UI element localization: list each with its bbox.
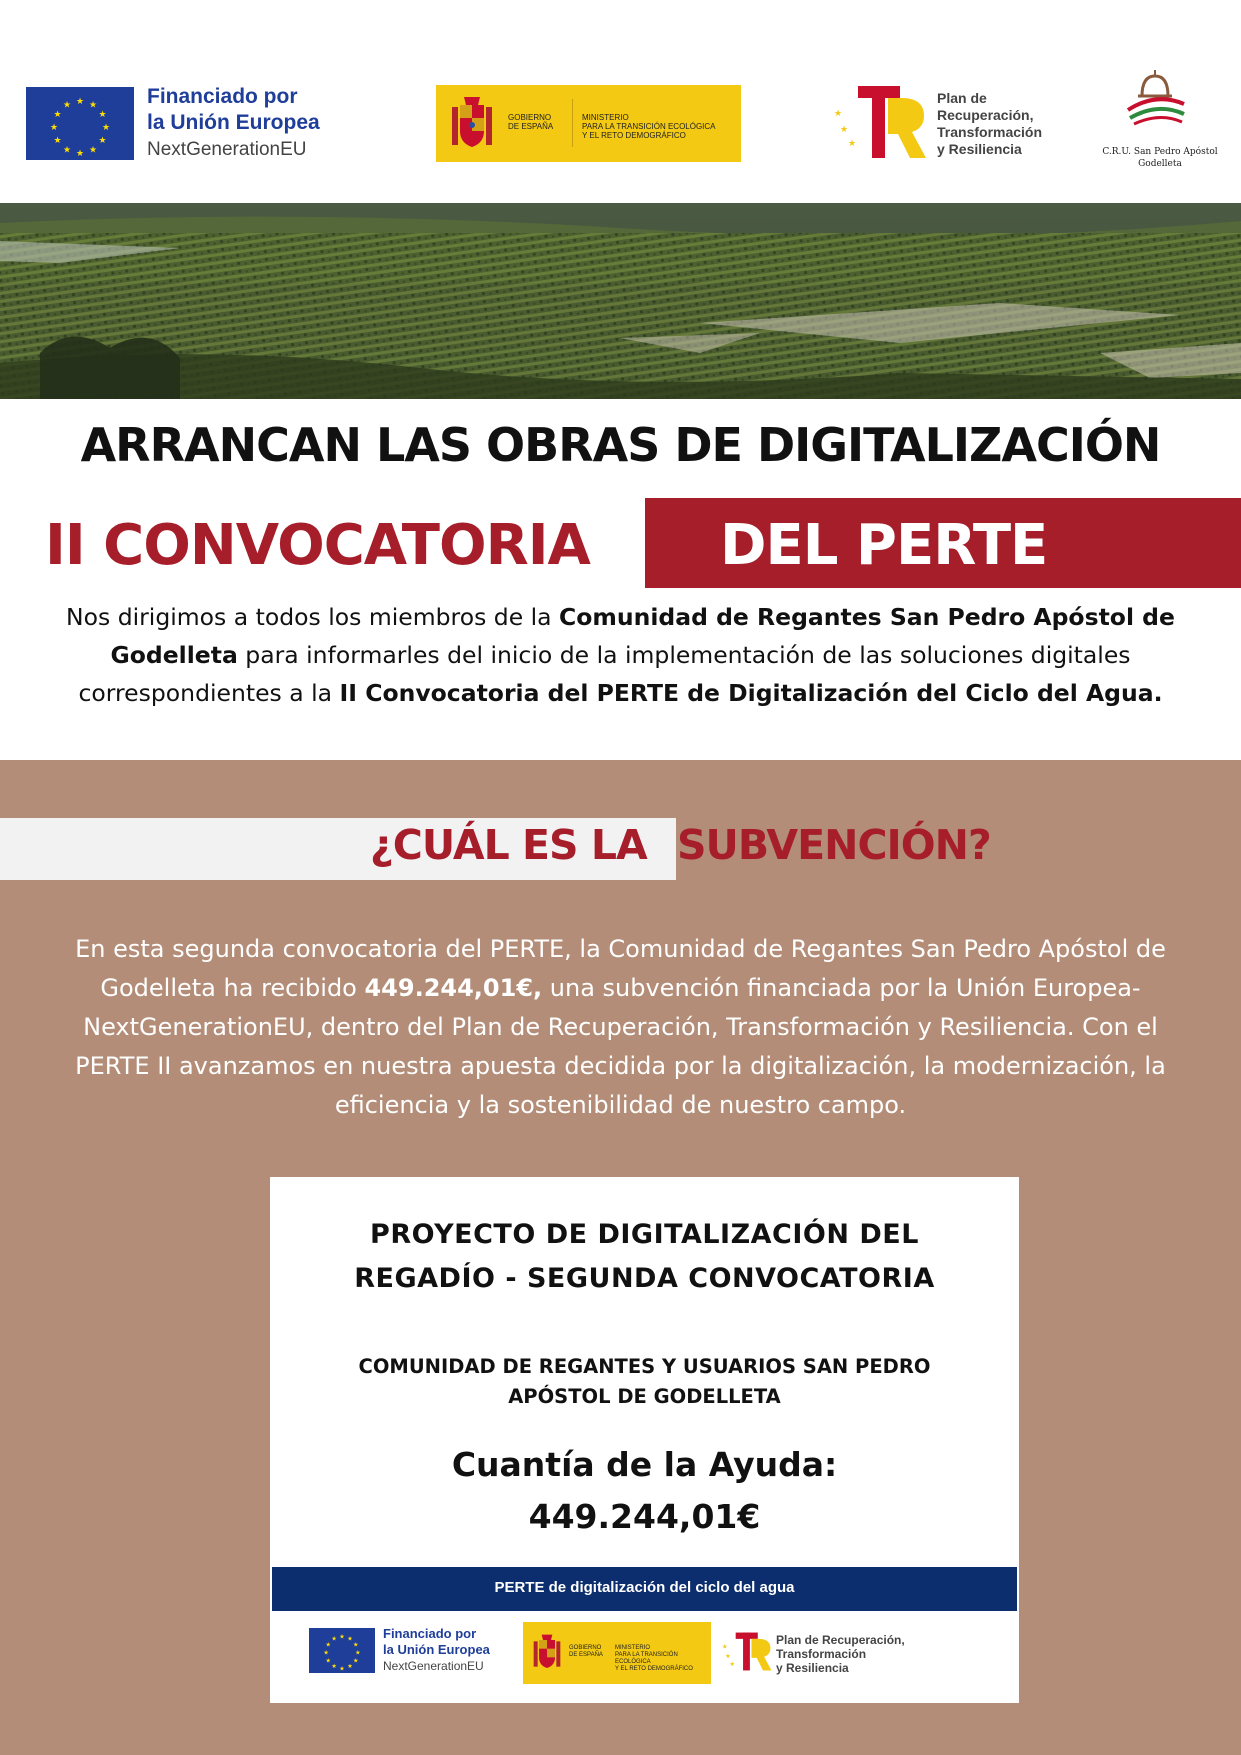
- card-gobierno-label: GOBIERNO DE ESPAÑA: [569, 1645, 603, 1658]
- project-title-line-1: PROYECTO DE DIGITALIZACIÓN DEL: [370, 1219, 919, 1250]
- eu-line-3: NextGenerationEU: [147, 139, 307, 160]
- headline-main: ARRANCAN LAS OBRAS DE DIGITALIZACIÓN: [80, 418, 1161, 472]
- gobierno-espana-logo: [436, 85, 741, 162]
- aid-amount-block: [270, 1439, 1019, 1543]
- intro-community-name: Comunidad de Regantes San Pedro Apóstol de Godelleta: [110, 603, 1175, 669]
- card-prtr-logo-icon: [722, 1629, 772, 1674]
- gobierno-label: GOBIERNO DE ESPAÑA: [508, 113, 554, 131]
- card-prtr-line-2: Transformación: [776, 1647, 867, 1661]
- svg-text:★: ★: [88, 145, 98, 156]
- svg-text:★: ★: [98, 136, 107, 146]
- community-name: [270, 1352, 1019, 1412]
- perte-banner-text: PERTE de digitalización del ciclo del agua: [494, 1579, 795, 1596]
- svg-text:★: ★: [347, 1663, 353, 1671]
- subsidy-amount: 449.244,01€,: [364, 974, 543, 1002]
- svg-text:★: ★: [729, 1661, 736, 1669]
- prtr-label: [937, 90, 1067, 158]
- eu-line-2: la Unión Europea: [147, 111, 320, 134]
- svg-text:★: ★: [339, 1665, 345, 1673]
- spain-coat-of-arms-icon: [448, 93, 496, 153]
- svg-text:★: ★: [331, 1635, 337, 1643]
- svg-text:★: ★: [339, 1633, 345, 1641]
- svg-text:★: ★: [355, 1649, 361, 1657]
- svg-text:★: ★: [101, 123, 111, 133]
- svg-text:★: ★: [88, 100, 98, 111]
- intro-convocatoria-name: II Convocatoria del PERTE de Digitalización del Ciclo del Agua.: [339, 679, 1163, 707]
- ministerio-label: MINISTERIO PARA LA TRANSICIÓN ECOLÓGICA Y EL RETO DEMOGRÁFICO: [582, 113, 716, 140]
- vineyard-banner-image: [0, 203, 1241, 399]
- question-heading-left: ¿CUÁL ES LA: [370, 821, 647, 869]
- aid-amount-value: 449.244,01€: [528, 1497, 761, 1536]
- community-line-1: COMUNIDAD DE REGANTES Y USUARIOS SAN PEDRO: [358, 1355, 931, 1378]
- card-eu-funding-label: [383, 1626, 513, 1675]
- card-eu-line-3: NextGenerationEU: [383, 1659, 484, 1673]
- card-eu-stars-icon: [309, 1628, 375, 1673]
- prtr-logo-icon: [832, 86, 927, 158]
- cru-church-logo-icon: [1120, 66, 1190, 130]
- question-heading-right: SUBVENCIÓN?: [677, 821, 991, 869]
- eu-funding-label: [147, 84, 367, 164]
- subsidy-text-1: En esta segunda convocatoria del PERTE, la Comunidad de Regantes San Pedro Apóstol de Godelleta ha recibido: [75, 935, 1166, 1002]
- svg-text:★: ★: [53, 136, 62, 146]
- card-eu-line-1: Financiado por: [383, 1626, 477, 1641]
- project-card: [270, 1177, 1019, 1703]
- svg-text:★: ★: [353, 1641, 359, 1649]
- svg-text:★: ★: [62, 145, 72, 156]
- svg-text:★: ★: [834, 109, 843, 119]
- card-eu-flag-logo: [309, 1628, 375, 1673]
- svg-text:★: ★: [325, 1657, 331, 1665]
- card-spain-coat-of-arms-icon: [531, 1630, 563, 1674]
- intro-text-2: para informarles del inicio de la implementación de las soluciones digitales correspondientes a la: [78, 641, 1131, 707]
- card-ministerio-label: MINISTERIO PARA LA TRANSICIÓN ECOLÓGICA Y EL RETO DEMOGRÁFICO: [615, 1645, 693, 1672]
- svg-text:★: ★: [53, 110, 62, 120]
- project-title-line-2: REGADÍO - SEGUNDA CONVOCATORIA: [354, 1263, 935, 1294]
- prtr-line-2: Recuperación,: [937, 107, 1034, 123]
- intro-text-1: Nos dirigimos a todos los miembros de la: [66, 603, 560, 631]
- subsidy-paragraph: [50, 930, 1191, 1125]
- svg-text:★: ★: [75, 149, 85, 159]
- headline-convocatoria: II CONVOCATORIA: [45, 513, 590, 578]
- intro-paragraph: [30, 598, 1211, 712]
- gobierno-divider: [572, 99, 573, 147]
- aid-amount-label: Cuantía de la Ayuda:: [451, 1445, 838, 1484]
- card-eu-line-2: la Unión Europea: [383, 1642, 490, 1657]
- svg-text:★: ★: [98, 110, 107, 120]
- svg-text:★: ★: [323, 1649, 329, 1657]
- card-prtr-line-3: y Resiliencia: [776, 1661, 849, 1675]
- svg-text:★: ★: [75, 97, 85, 107]
- cru-line-1: C.R.U. San Pedro Apóstol: [1102, 147, 1218, 157]
- prtr-line-3: Transformación: [937, 124, 1043, 140]
- card-prtr-label: [776, 1633, 926, 1675]
- svg-text:★: ★: [331, 1663, 337, 1671]
- card-prtr-line-1: Plan de Recuperación,: [776, 1633, 905, 1647]
- prtr-line-1: Plan de: [937, 90, 987, 106]
- svg-text:★: ★: [353, 1657, 359, 1665]
- svg-text:★: ★: [725, 1652, 731, 1660]
- svg-text:★: ★: [848, 139, 857, 149]
- svg-text:★: ★: [722, 1643, 728, 1651]
- project-title: [270, 1213, 1019, 1301]
- svg-text:★: ★: [62, 100, 72, 111]
- eu-line-1: Financiado por: [147, 85, 298, 108]
- svg-text:★: ★: [840, 125, 849, 135]
- cru-label: [1095, 146, 1225, 170]
- svg-text:★: ★: [325, 1641, 331, 1649]
- svg-text:★: ★: [49, 123, 59, 133]
- card-gobierno-logo: [523, 1622, 711, 1684]
- svg-text:★: ★: [347, 1635, 353, 1643]
- perte-banner: [272, 1567, 1017, 1611]
- eu-flag-logo: [26, 87, 134, 160]
- cru-line-2: Godelleta: [1138, 159, 1182, 169]
- eu-stars-icon: [26, 87, 134, 160]
- prtr-line-4: y Resiliencia: [937, 141, 1022, 157]
- headline-perte: DEL PERTE: [720, 513, 1048, 578]
- subsidy-text-2: una subvención financiada por la Unión Europea-NextGenerationEU, dentro del Plan de Recuperación, Transformación y Resiliencia. Con el PERTE II avanzamos en nuestra apuesta decidida por la digitalización, la modernización, la eficiencia y la sostenibilidad de nuestro campo.: [75, 974, 1166, 1119]
- community-line-2: APÓSTOL DE GODELLETA: [508, 1385, 781, 1408]
